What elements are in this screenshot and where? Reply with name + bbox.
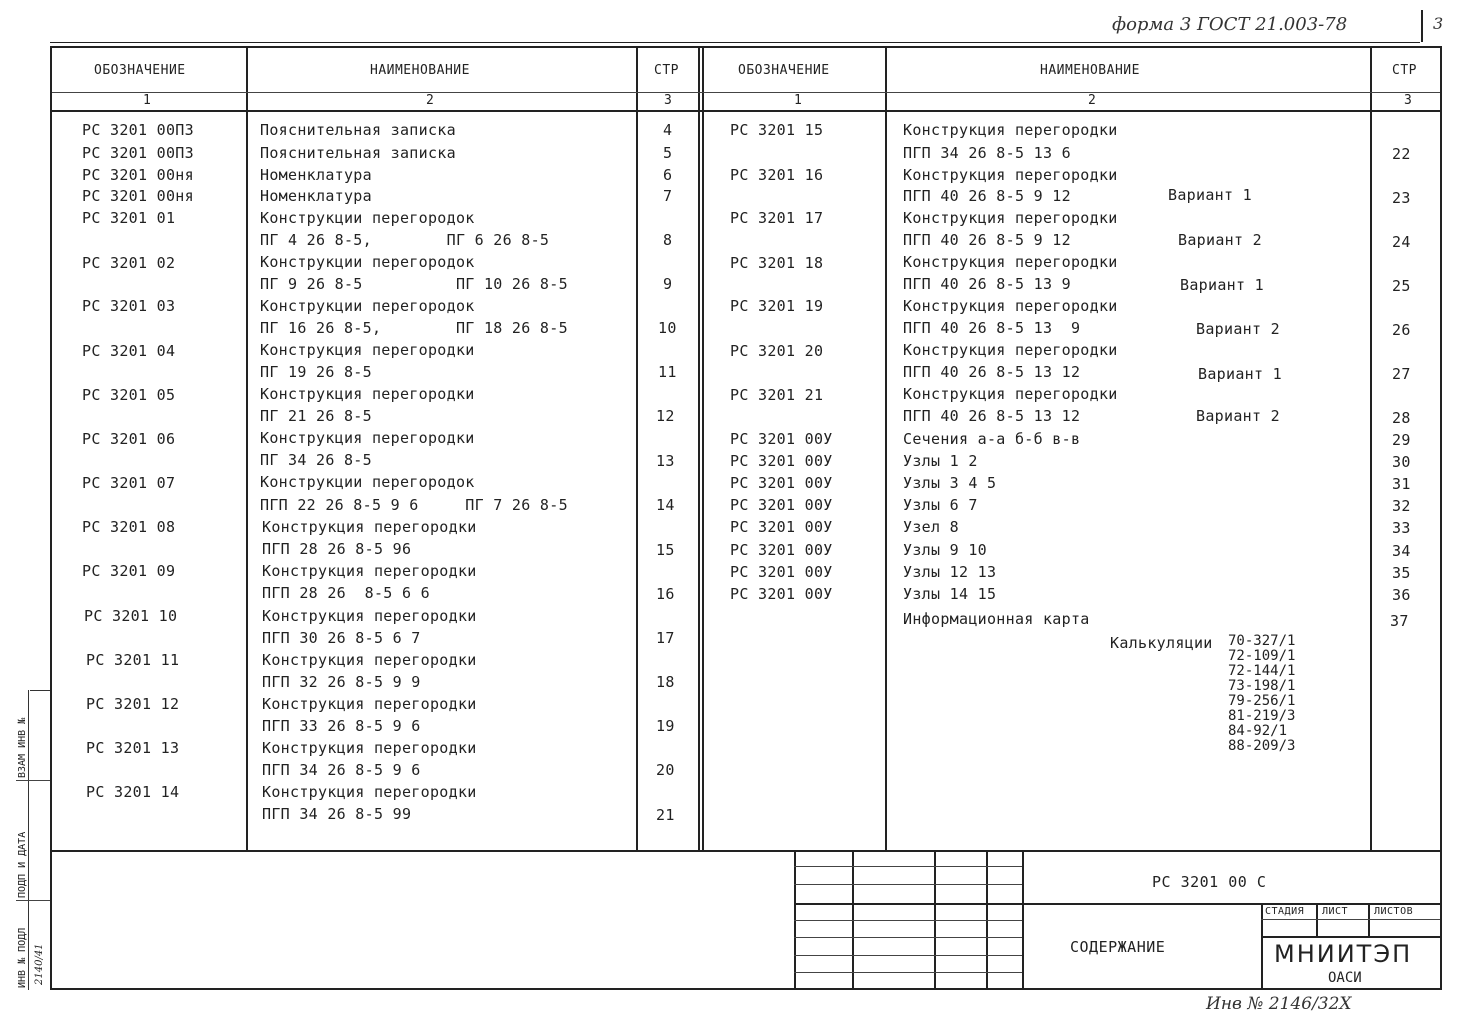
row-code: РС 3201 00У bbox=[730, 452, 833, 470]
grid-line bbox=[1022, 850, 1024, 990]
row-name-line2: ПГП 40 26 8-5 9 12 bbox=[903, 231, 1071, 249]
row-name: Узлы 14 15 bbox=[903, 585, 997, 603]
row-page: 6 bbox=[663, 166, 673, 184]
row-code: РС 3201 08 bbox=[82, 518, 176, 536]
row-name-line2: ПГ 16 26 8-5, ПГ 18 26 8-5 bbox=[260, 319, 568, 337]
row-page: 9 bbox=[663, 275, 673, 293]
calculation-item: 73-198/1 bbox=[1228, 678, 1296, 694]
header-num1: 1 bbox=[143, 93, 152, 108]
row-name: Конструкции перегородок bbox=[260, 253, 475, 271]
row-name-line2: ПГП 34 26 8-5 13 6 bbox=[903, 144, 1071, 162]
col-line bbox=[698, 46, 700, 850]
row-name-line2: ПГП 40 26 8-5 13 12 bbox=[903, 407, 1081, 425]
side-label-inv: ИНВ № ПОДЛ bbox=[17, 927, 28, 988]
calculation-item: 70-327/1 bbox=[1228, 633, 1296, 649]
row-page: 26 bbox=[1392, 321, 1411, 339]
row-name-line2: ПГП 33 26 8-5 9 6 bbox=[262, 717, 421, 735]
row-page: 23 bbox=[1392, 189, 1411, 207]
row-name: Конструкция перегородки bbox=[262, 783, 477, 801]
header-num3: 3 bbox=[664, 93, 673, 108]
row-name-line2: ПГ 9 26 8-5 ПГ 10 26 8-5 bbox=[260, 275, 568, 293]
calculation-item: 88-209/3 bbox=[1228, 738, 1296, 754]
row-code: РС 3201 07 bbox=[82, 474, 176, 492]
stage-label: СТАДИЯ bbox=[1265, 906, 1305, 917]
row-name-line2: ПГП 40 26 8-5 13 9 bbox=[903, 275, 1071, 293]
row-name: Сечения а-а б-б в-в bbox=[903, 430, 1081, 448]
row-name: Конструкция перегородки bbox=[262, 651, 477, 669]
row-code: РС 3201 12 bbox=[86, 695, 180, 713]
row-code: РС 3201 09 bbox=[82, 562, 176, 580]
row-name: Конструкция перегородки bbox=[903, 121, 1118, 139]
calculation-item: 84-92/1 bbox=[1228, 723, 1288, 739]
row-name-line2: ПГ 4 26 8-5, ПГ 6 26 8-5 bbox=[260, 231, 550, 249]
row-name: Конструкция перегородки bbox=[903, 166, 1118, 184]
header-num3-right: 3 bbox=[1404, 93, 1413, 108]
header-page: СТР bbox=[654, 63, 679, 78]
row-code: РС 3201 05 bbox=[82, 386, 176, 404]
col-line bbox=[636, 46, 638, 850]
calculation-item: 72-109/1 bbox=[1228, 648, 1296, 664]
calculation-item: 72-144/1 bbox=[1228, 663, 1296, 679]
row-code: РС 3201 21 bbox=[730, 386, 824, 404]
calculations-label: Калькуляции bbox=[1110, 634, 1213, 652]
row-code: РС 3201 06 bbox=[82, 430, 176, 448]
grid-hline bbox=[794, 920, 1022, 921]
row-name: Узлы 12 13 bbox=[903, 563, 997, 581]
row-page: 25 bbox=[1392, 277, 1411, 295]
row-code: РС 3201 17 bbox=[730, 209, 824, 227]
row-code: РС 3201 00У bbox=[730, 585, 833, 603]
row-name: Конструкция перегородки bbox=[262, 518, 477, 536]
header-name: НАИМЕНОВАНИЕ bbox=[370, 63, 470, 78]
row-page: 5 bbox=[663, 144, 673, 162]
form-note: форма 3 ГОСТ 21.003-78 bbox=[1112, 14, 1348, 35]
row-page: 15 bbox=[656, 541, 675, 559]
row-code: РС 3201 03 bbox=[82, 297, 176, 315]
col-line bbox=[702, 46, 704, 850]
row-variant: Вариант 1 bbox=[1180, 276, 1264, 294]
row-name: Конструкция перегородки bbox=[903, 253, 1118, 271]
side-divider bbox=[16, 900, 50, 901]
row-code: РС 3201 00У bbox=[730, 563, 833, 581]
row-page: 4 bbox=[663, 121, 673, 139]
row-name: Конструкции перегородок bbox=[260, 473, 475, 491]
grid-hline bbox=[794, 972, 1022, 973]
row-name: Узлы 3 4 5 bbox=[903, 474, 997, 492]
row-name-line2: ПГП 30 26 8-5 6 7 bbox=[262, 629, 421, 647]
row-name: Конструкция перегородки bbox=[262, 607, 477, 625]
row-page: 18 bbox=[656, 673, 675, 691]
calculations-list bbox=[1228, 634, 1295, 754]
row-code: РС 3201 02 bbox=[82, 254, 176, 272]
row-name-line2: ПГП 40 26 8-5 13 9 bbox=[903, 319, 1081, 337]
row-code: РС 3201 18 bbox=[730, 254, 824, 272]
row-name: Узлы 1 2 bbox=[903, 452, 978, 470]
row-name-line2: ПГП 40 26 8-5 9 12 bbox=[903, 187, 1071, 205]
header-rule bbox=[52, 92, 1440, 93]
row-name-line2: ПГП 22 26 8-5 9 6 ПГ 7 26 8-5 bbox=[260, 496, 568, 514]
row-name: Пояснительная записка bbox=[260, 121, 456, 139]
header-num2-right: 2 bbox=[1088, 93, 1097, 108]
row-variant: Вариант 2 bbox=[1196, 320, 1280, 338]
row-name: Конструкции перегородок bbox=[260, 209, 475, 227]
row-page: 13 bbox=[656, 452, 675, 470]
row-variant: Вариант 1 bbox=[1198, 365, 1282, 383]
row-code: РС 3201 13 bbox=[86, 739, 180, 757]
row-name: Конструкция перегородки bbox=[903, 297, 1118, 315]
grid-hline bbox=[794, 884, 1022, 885]
row-page: 28 bbox=[1392, 409, 1411, 427]
row-page: 35 bbox=[1392, 564, 1411, 582]
grid-line bbox=[1261, 903, 1263, 990]
row-page: 10 bbox=[658, 319, 677, 337]
header-num2: 2 bbox=[426, 93, 435, 108]
row-code: РС 3201 00ня bbox=[82, 187, 194, 205]
row-code: РС 3201 19 bbox=[730, 297, 824, 315]
row-code: РС 3201 00У bbox=[730, 518, 833, 536]
row-code: РС 3201 00ня bbox=[82, 166, 194, 184]
row-code: РС 3201 00У bbox=[730, 496, 833, 514]
row-code: РС 3201 10 bbox=[84, 607, 178, 625]
grid-hline bbox=[1261, 919, 1440, 920]
org-sub: ОАСИ bbox=[1328, 970, 1362, 986]
header-rule-2 bbox=[52, 110, 1440, 112]
org-name: МНИИТЭП bbox=[1274, 940, 1413, 968]
grid-hline bbox=[794, 937, 1022, 938]
row-name: Номенклатура bbox=[260, 166, 372, 184]
row-page: 8 bbox=[663, 231, 673, 249]
row-code: РС 3201 20 bbox=[730, 342, 824, 360]
grid-hline bbox=[1261, 936, 1440, 938]
row-page: 19 bbox=[656, 717, 675, 735]
row-name-line2: ПГП 28 26 8-5 6 6 bbox=[262, 584, 430, 602]
row-code: РС 3201 11 bbox=[86, 651, 180, 669]
row-name-line2: ПГ 21 26 8-5 bbox=[260, 407, 372, 425]
grid-line bbox=[1368, 903, 1370, 937]
calculation-item: 79-256/1 bbox=[1228, 693, 1296, 709]
grid-hline bbox=[794, 866, 1022, 867]
row-name-line2: ПГ 19 26 8-5 bbox=[260, 363, 372, 381]
top-rule bbox=[50, 42, 1420, 43]
row-name-line2: ПГП 40 26 8-5 13 12 bbox=[903, 363, 1081, 381]
row-code: РС 3201 14 bbox=[86, 783, 180, 801]
row-variant: Вариант 2 bbox=[1178, 231, 1262, 249]
row-name: Конструкция перегородки bbox=[903, 209, 1118, 227]
row-name: Конструкция перегородки bbox=[262, 562, 477, 580]
row-name: Конструкция перегородки bbox=[903, 385, 1118, 403]
header-name-right: НАИМЕНОВАНИЕ bbox=[1040, 63, 1140, 78]
sheets-label: ЛИСТОВ bbox=[1374, 906, 1414, 917]
row-page: 16 bbox=[656, 585, 675, 603]
grid-hline bbox=[794, 955, 1022, 956]
row-page: 36 bbox=[1392, 586, 1411, 604]
header-designation-right: ОБОЗНАЧЕНИЕ bbox=[738, 63, 830, 78]
col-line bbox=[246, 46, 248, 850]
row-page: 17 bbox=[656, 629, 675, 647]
row-page: 14 bbox=[656, 496, 675, 514]
row-code: РС 3201 00У bbox=[730, 430, 833, 448]
sheet-label: ЛИСТ bbox=[1322, 906, 1349, 917]
row-code: РС 3201 00ПЗ bbox=[82, 144, 194, 162]
row-name: Пояснительная записка bbox=[260, 144, 456, 162]
row-name-line2: ПГП 34 26 8-5 9 6 bbox=[262, 761, 421, 779]
side-inv-value: 2140/41 bbox=[34, 943, 45, 985]
row-page: 22 bbox=[1392, 145, 1411, 163]
corner-divider bbox=[1421, 10, 1423, 42]
row-name: Номенклатура bbox=[260, 187, 372, 205]
row-code: РС 3201 15 bbox=[730, 121, 824, 139]
row-name: Конструкция перегородки bbox=[260, 341, 475, 359]
row-name: Конструкция перегородки bbox=[260, 429, 475, 447]
row-page: 12 bbox=[656, 407, 675, 425]
row-name-line2: ПГП 34 26 8-5 99 bbox=[262, 805, 412, 823]
calculation-item: 81-219/3 bbox=[1228, 708, 1296, 724]
row-name-line2: ПГ 34 26 8-5 bbox=[260, 451, 372, 469]
row-name: Конструкция перегородки bbox=[262, 695, 477, 713]
row-page: 21 bbox=[656, 806, 675, 824]
col-line bbox=[885, 46, 887, 850]
sheet-corner: 3 bbox=[1433, 14, 1444, 33]
info-card-page: 37 bbox=[1390, 612, 1409, 630]
bottom-handwriting: Инв № 2146/32Х bbox=[1206, 994, 1352, 1014]
row-name: Конструкция перегородки bbox=[262, 739, 477, 757]
row-name-line2: ПГП 28 26 8-5 96 bbox=[262, 540, 412, 558]
row-variant: Вариант 1 bbox=[1168, 186, 1252, 204]
header-num1-right: 1 bbox=[794, 93, 803, 108]
row-name: Узлы 6 7 bbox=[903, 496, 978, 514]
grid-line bbox=[1316, 903, 1318, 937]
row-code: РС 3201 01 bbox=[82, 209, 176, 227]
row-page: 31 bbox=[1392, 475, 1411, 493]
row-name-line2: ПГП 32 26 8-5 9 9 bbox=[262, 673, 421, 691]
row-page: 32 bbox=[1392, 497, 1411, 515]
info-card-name: Информационная карта bbox=[903, 610, 1090, 628]
row-name: Узел 8 bbox=[903, 518, 959, 536]
row-page: 24 bbox=[1392, 233, 1411, 251]
row-code: РС 3201 00У bbox=[730, 474, 833, 492]
row-page: 29 bbox=[1392, 431, 1411, 449]
col-line bbox=[1370, 46, 1372, 850]
row-page: 34 bbox=[1392, 542, 1411, 560]
row-code: РС 3201 16 bbox=[730, 166, 824, 184]
row-variant: Вариант 2 bbox=[1196, 407, 1280, 425]
header-designation: ОБОЗНАЧЕНИЕ bbox=[94, 63, 186, 78]
header-page-right: СТР bbox=[1392, 63, 1417, 78]
row-name: Узлы 9 10 bbox=[903, 541, 987, 559]
grid-hline bbox=[794, 903, 1440, 905]
row-name: Конструкция перегородки bbox=[260, 385, 475, 403]
row-code: РС 3201 00ПЗ bbox=[82, 121, 194, 139]
row-page: 33 bbox=[1392, 519, 1411, 537]
stamp-code: РС 3201 00 С bbox=[1152, 873, 1267, 891]
row-page: 7 bbox=[663, 187, 673, 205]
row-page: 30 bbox=[1392, 453, 1411, 471]
stamp-title: СОДЕРЖАНИЕ bbox=[1070, 938, 1166, 956]
row-code: РС 3201 00У bbox=[730, 541, 833, 559]
row-page: 27 bbox=[1392, 365, 1411, 383]
row-page: 11 bbox=[658, 363, 677, 381]
row-name: Конструкция перегородки bbox=[903, 341, 1118, 359]
side-label-podp: ПОДП И ДАТА bbox=[17, 831, 28, 898]
side-label-vzam: ВЗАМ ИНВ № bbox=[17, 717, 28, 778]
row-name: Конструкции перегородок bbox=[260, 297, 475, 315]
row-page: 20 bbox=[656, 761, 675, 779]
title-block-top bbox=[52, 850, 1440, 852]
side-divider bbox=[16, 780, 50, 781]
row-code: РС 3201 04 bbox=[82, 342, 176, 360]
